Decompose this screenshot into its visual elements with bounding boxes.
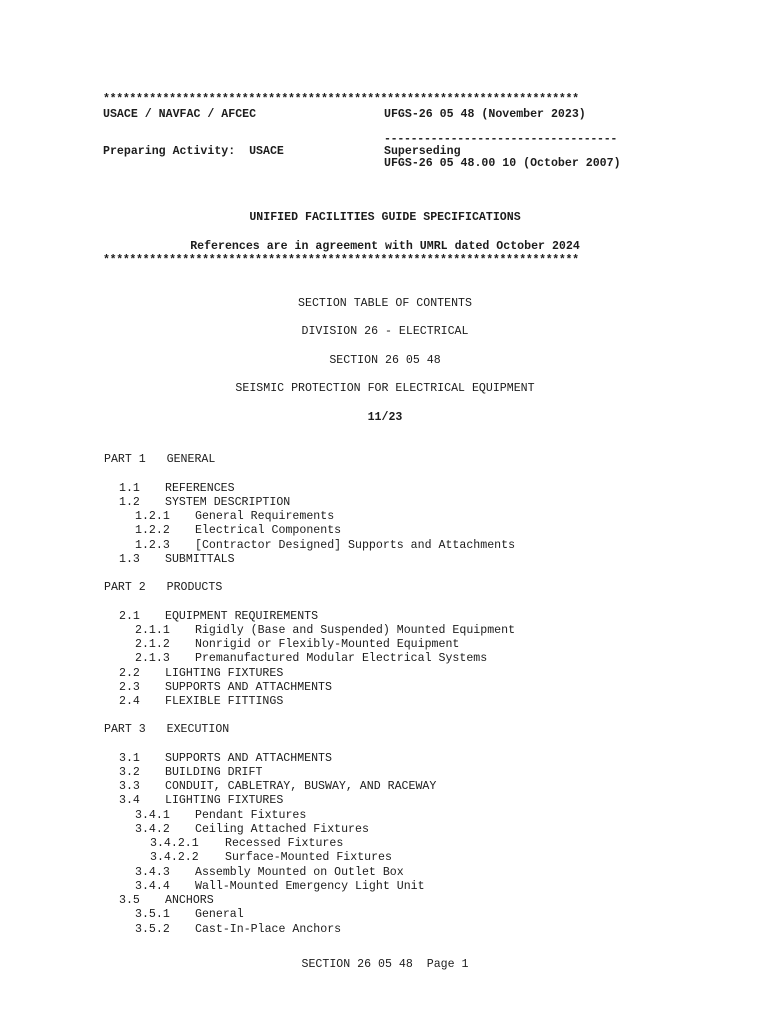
- toc-entry: [135, 809, 306, 823]
- toc-entry-title: Pendant Fixtures: [195, 808, 307, 822]
- toc-entry-title: General Requirements: [195, 510, 335, 523]
- toc-entry-number: 1.2.1: [135, 510, 170, 523]
- agency-label: USACE / NAVFAC / AFCEC: [103, 108, 257, 121]
- toc-entry-title: EQUIPMENT REQUIREMENTS: [165, 609, 319, 623]
- toc-entry-title: Surface-Mounted Fixtures: [225, 851, 392, 865]
- superseding-label: Superseding: [384, 145, 461, 158]
- division-heading: DIVISION 26 - ELECTRICAL: [301, 325, 469, 338]
- toc-entry-number: 1.2.2: [135, 524, 170, 538]
- toc-entry-title: CONDUIT, CABLETRAY, BUSWAY, AND RACEWAY: [165, 780, 437, 793]
- toc-entry-title: ANCHORS: [165, 894, 214, 907]
- toc-entry: [135, 539, 515, 553]
- ufgs-number: UFGS-26 05 48 (November 2023): [384, 108, 586, 121]
- toc-entry: [135, 880, 425, 894]
- toc-entry-title: BUILDING DRIFT: [165, 765, 263, 779]
- toc-entry-title: SYSTEM DESCRIPTION: [165, 495, 291, 509]
- page-footer: SECTION 26 05 48 Page 1: [301, 958, 469, 971]
- references-note: References are in agreement with UMRL dated October 2024: [190, 240, 580, 253]
- dash-separator: -----------------------------------: [384, 133, 618, 146]
- toc-entry: [135, 908, 244, 922]
- toc-entry-title: REFERENCES: [165, 481, 235, 495]
- toc-entry-number: 2.1.1: [135, 623, 170, 637]
- toc-entry: [135, 624, 515, 638]
- toc-entry: [135, 652, 487, 666]
- toc-entry-number: 2.4: [119, 695, 140, 708]
- toc-entry-number: 1.3: [119, 552, 140, 566]
- document-title: UNIFIED FACILITIES GUIDE SPECIFICATIONS: [249, 211, 521, 224]
- toc-entry-title: Wall-Mounted Emergency Light Unit: [195, 879, 425, 893]
- toc-entry-number: 3.4.2: [135, 822, 170, 836]
- toc-entry-title: Rigidly (Base and Suspended) Mounted Equipment: [195, 623, 516, 637]
- toc-entry: [135, 823, 369, 837]
- toc-part-heading: PART 2 PRODUCTS: [104, 581, 223, 594]
- toc-entry: [119, 794, 283, 808]
- toc-entry-title: Premanufactured Modular Electrical Systems: [195, 652, 488, 666]
- toc-entry: [119, 496, 290, 510]
- toc-entry: [119, 667, 283, 681]
- toc-entry-title: FLEXIBLE FITTINGS: [165, 695, 284, 708]
- toc-entry: [119, 752, 332, 766]
- toc-entry-number: 3.4: [119, 794, 140, 808]
- toc-entry: [135, 923, 341, 937]
- toc-entry: [119, 553, 235, 567]
- toc-entry-title: LIGHTING FIXTURES: [165, 794, 284, 808]
- toc-entry-title: [Contractor Designed] Supports and Attachments: [195, 538, 516, 552]
- toc-entry-title: SUPPORTS AND ATTACHMENTS: [165, 680, 332, 694]
- toc-entry-number: 2.3: [119, 680, 140, 694]
- toc-entry-number: 1.2.3: [135, 538, 170, 552]
- toc-entry: [150, 851, 392, 865]
- toc-entry: [119, 780, 436, 794]
- toc-entry-number: 3.4.2.2: [150, 851, 199, 865]
- toc-entry-number: 3.1: [119, 751, 140, 765]
- toc-entry-title: Cast-In-Place Anchors: [195, 922, 342, 936]
- toc-entry-number: 3.4.1: [135, 808, 170, 822]
- header-top-stars: ************************************************************************: [103, 93, 579, 106]
- toc-entry: [119, 482, 235, 496]
- toc-entry-number: 3.5.1: [135, 908, 170, 922]
- section-date: 11/23: [367, 411, 403, 424]
- toc-entry-number: 3.2: [119, 765, 140, 779]
- toc-entry: [119, 681, 332, 695]
- toc-entry: [135, 524, 341, 538]
- toc-entry-number: 3.5: [119, 894, 140, 907]
- header-bottom-stars: ************************************************************************: [103, 254, 579, 267]
- section-number-heading: SECTION 26 05 48: [329, 354, 441, 367]
- toc-entry-number: 2.1.2: [135, 638, 170, 651]
- toc-entry-number: 2.1.3: [135, 652, 170, 666]
- toc-entry: [135, 866, 404, 880]
- toc-entry: [150, 837, 343, 851]
- toc-entry: [119, 695, 283, 709]
- toc-entry-number: 3.4.2.1: [150, 837, 199, 850]
- toc-entry-number: 1.1: [119, 481, 140, 495]
- toc-entry-title: SUBMITTALS: [165, 552, 235, 566]
- section-toc-heading: SECTION TABLE OF CONTENTS: [298, 297, 472, 310]
- toc-entry-title: Assembly Mounted on Outlet Box: [195, 865, 404, 879]
- toc-entry-title: Recessed Fixtures: [225, 837, 344, 850]
- toc-entry: [135, 638, 459, 652]
- section-title-heading: SEISMIC PROTECTION FOR ELECTRICAL EQUIPMENT: [235, 382, 535, 395]
- toc-entry-title: Nonrigid or Flexibly-Mounted Equipment: [195, 638, 460, 651]
- toc-entry: [119, 894, 214, 908]
- toc-entry-number: 1.2: [119, 495, 140, 509]
- toc-entry-number: 3.4.4: [135, 879, 170, 893]
- toc-entry-title: LIGHTING FIXTURES: [165, 666, 284, 680]
- toc-entry: [135, 510, 334, 524]
- toc-entry-number: 2.2: [119, 666, 140, 680]
- preparing-activity: Preparing Activity: USACE: [103, 145, 284, 158]
- toc-part-heading: PART 1 GENERAL: [104, 453, 216, 466]
- toc-entry-number: 2.1: [119, 609, 140, 623]
- toc-entry-number: 3.3: [119, 780, 140, 793]
- toc-entry-title: General: [195, 908, 244, 922]
- superseded-number: UFGS-26 05 48.00 10 (October 2007): [384, 157, 621, 170]
- toc-entry-number: 3.4.3: [135, 865, 170, 879]
- toc-entry-title: SUPPORTS AND ATTACHMENTS: [165, 751, 332, 765]
- toc-entry-title: Ceiling Attached Fixtures: [195, 822, 369, 836]
- toc-entry-number: 3.5.2: [135, 922, 170, 936]
- toc-entry: [119, 610, 318, 624]
- toc-part-heading: PART 3 EXECUTION: [104, 723, 230, 736]
- toc-entry: [119, 766, 262, 780]
- toc-entry-title: Electrical Components: [195, 524, 342, 538]
